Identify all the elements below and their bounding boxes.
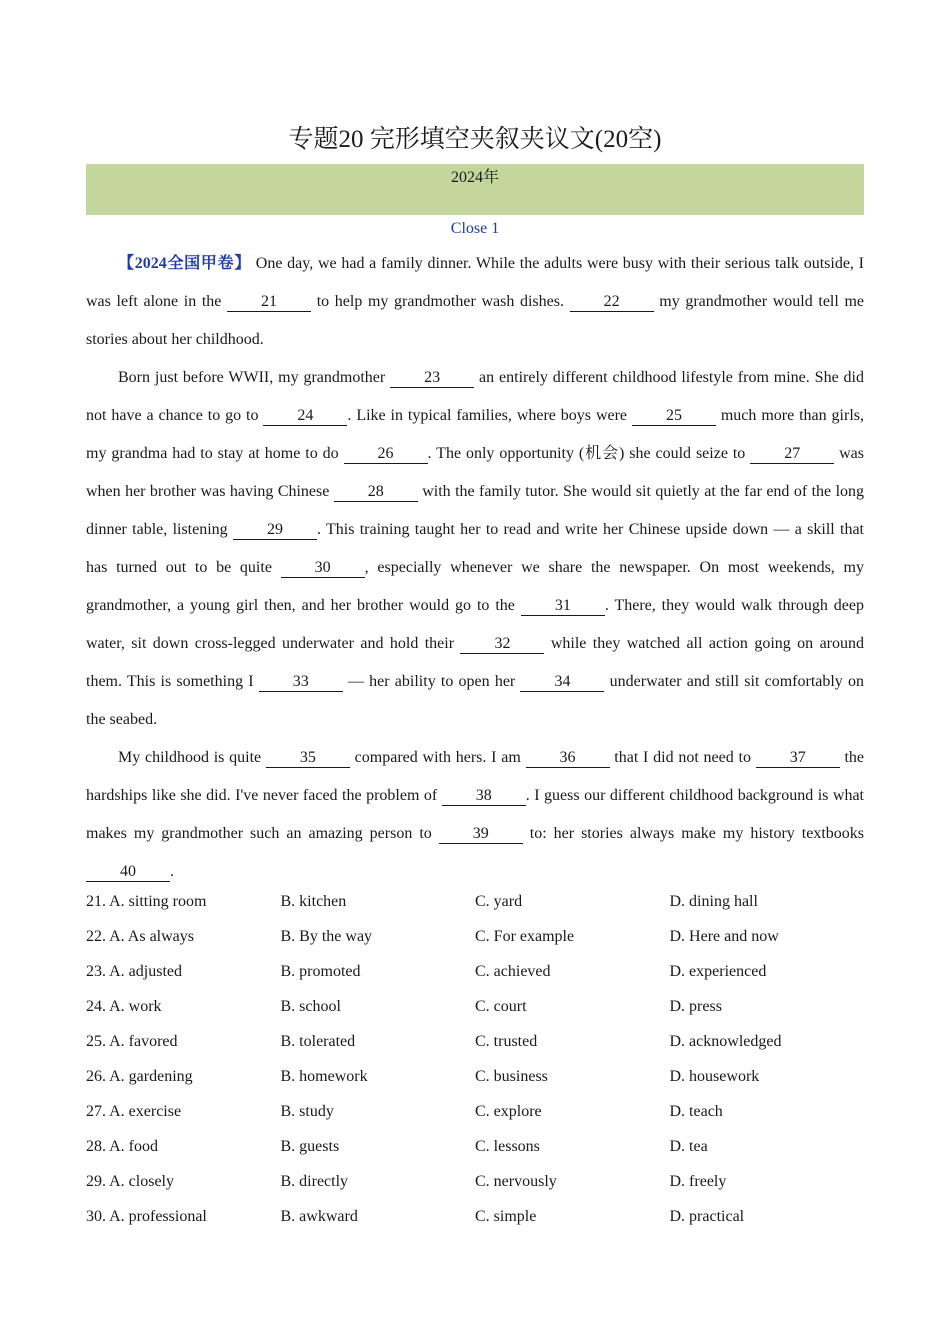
option-choice: B. study [280, 1103, 334, 1120]
option-choice: 25. A. favored [86, 1033, 178, 1050]
option-row [86, 1164, 864, 1199]
page-title: 专题20 完形填空夹叙夹议文(20空) [288, 126, 662, 153]
source-tag: 【2024全国甲卷】 [118, 255, 252, 272]
blank-34: 34 [520, 673, 604, 692]
blank-35: 35 [266, 749, 350, 768]
option-choice: C. simple [475, 1208, 537, 1225]
passage-paragraph-2 [86, 359, 864, 739]
option-choice: D. teach [669, 1103, 723, 1120]
blank-30: 30 [281, 559, 365, 578]
option-row [86, 1094, 864, 1129]
option-choice: 29. A. closely [86, 1173, 174, 1190]
section-label: Close 1 [450, 220, 500, 237]
option-choice: B. school [280, 998, 341, 1015]
option-choice: D. tea [669, 1138, 708, 1155]
passage-text: compared with hers. I am [349, 749, 526, 766]
passage-text: while they watched all action going on around them. This is something I [86, 635, 865, 690]
passage-text: my grandmother would tell me stories about her childhood. [86, 293, 864, 348]
option-choice: C. court [475, 998, 527, 1015]
option-row [86, 1129, 864, 1164]
passage-text: . There, they would walk through deep water, sit down cross-legged underwater and hold their [86, 597, 865, 652]
blank-32: 32 [460, 635, 544, 654]
option-choice: D. experienced [669, 963, 767, 980]
option-choice: 22. A. As always [86, 928, 194, 945]
option-choice: 27. A. exercise [86, 1103, 182, 1120]
option-choice: C. business [475, 1068, 548, 1085]
option-choice: C. achieved [475, 963, 551, 980]
option-choice: C. trusted [475, 1033, 538, 1050]
blank-37: 37 [756, 749, 840, 768]
option-choice: C. nervously [475, 1173, 557, 1190]
blank-28: 28 [334, 483, 418, 502]
option-choice: B. directly [280, 1173, 349, 1190]
option-choice: D. freely [669, 1173, 727, 1190]
option-row [86, 989, 864, 1024]
option-choice: B. kitchen [280, 893, 347, 910]
passage-text: My childhood is quite [118, 749, 266, 766]
passage-text: was when her brother was having Chinese [86, 445, 865, 500]
passage-text: . [170, 863, 174, 880]
passage-text: , especially whenever we share the newspaper. On most weekends, my grandmother, a young girl then, and her brother would go to the [86, 559, 864, 614]
blank-39: 39 [439, 825, 523, 844]
option-choice: D. Here and now [669, 928, 779, 945]
blank-40: 40 [86, 863, 170, 882]
option-choice: B. By the way [280, 928, 373, 945]
option-choice: B. tolerated [280, 1033, 356, 1050]
option-choice: B. promoted [280, 963, 361, 980]
option-choice: D. press [669, 998, 722, 1015]
option-choice: C. yard [475, 893, 523, 910]
passage-text: with the family tutor. She would sit quietly at the far end of the long dinner table, listening [86, 483, 865, 538]
passage-text: to: her stories always make my history textbooks [522, 825, 865, 842]
blank-31: 31 [521, 597, 605, 616]
blank-26: 26 [344, 445, 428, 464]
blank-23: 23 [390, 369, 474, 388]
blank-33: 33 [259, 673, 343, 692]
option-choice: 23. A. adjusted [86, 963, 182, 980]
option-row [86, 954, 864, 989]
option-choice: D. dining hall [669, 893, 758, 910]
blank-24: 24 [263, 407, 347, 426]
option-row [86, 1059, 864, 1094]
passage-text: that I did not need to [609, 749, 756, 766]
option-row [86, 919, 864, 954]
passage-text: — her ability to open her [342, 673, 521, 690]
option-row [86, 884, 864, 919]
blank-25: 25 [632, 407, 716, 426]
passage-text: . The only opportunity (机会) she could seize to [427, 445, 751, 462]
option-choice: 26. A. gardening [86, 1068, 193, 1085]
option-row [86, 1199, 864, 1234]
option-choice: 28. A. food [86, 1138, 158, 1155]
option-choice: D. housework [669, 1068, 760, 1085]
option-choice: B. awkward [280, 1208, 358, 1225]
passage-text: . I guess our different childhood background is what makes my grandmother such an amazing person to [86, 787, 865, 842]
option-row [86, 1024, 864, 1059]
option-choice: B. guests [280, 1138, 340, 1155]
blank-22: 22 [570, 293, 654, 312]
passage-text: much more than girls, my grandma had to stay at home to do [86, 407, 865, 462]
blank-21: 21 [227, 293, 311, 312]
blank-38: 38 [442, 787, 526, 806]
passage-paragraph-1 [86, 245, 864, 359]
option-choice: C. For example [475, 928, 575, 945]
year-label: 2024年 [450, 169, 499, 186]
cloze-passage [86, 245, 864, 891]
passage-text: One day, we had a family dinner. While the adults were busy with their serious talk outside, I was left alone in the [86, 255, 864, 310]
option-choice: 24. A. work [86, 998, 162, 1015]
passage-paragraph-3 [86, 739, 864, 891]
option-choice: 30. A. professional [86, 1208, 207, 1225]
option-choice: 21. A. sitting room [86, 893, 207, 910]
blank-27: 27 [750, 445, 834, 464]
option-choice: C. lessons [475, 1138, 540, 1155]
passage-text: to help my grandmother wash dishes. [311, 293, 570, 310]
passage-text: Born just before WWII, my grandmother [118, 369, 391, 386]
passage-text: . This training taught her to read and write her Chinese upside down — a skill that has turned out to be quite [86, 521, 865, 576]
passage-text: underwater and still sit comfortably on the seabed. [86, 673, 865, 728]
option-choice: D. practical [669, 1208, 745, 1225]
option-choice: C. explore [475, 1103, 542, 1120]
blank-29: 29 [233, 521, 317, 540]
blank-36: 36 [526, 749, 610, 768]
passage-text: an entirely different childhood lifestyle from mine. She did not have a chance to go to [86, 369, 865, 424]
option-choice: B. homework [280, 1068, 368, 1085]
option-choice: D. acknowledged [669, 1033, 782, 1050]
passage-text: the hardships like she did. I've never faced the problem of [86, 749, 865, 804]
year-band [86, 164, 864, 215]
passage-text: . Like in typical families, where boys were [347, 407, 632, 424]
answer-options [86, 884, 864, 1234]
